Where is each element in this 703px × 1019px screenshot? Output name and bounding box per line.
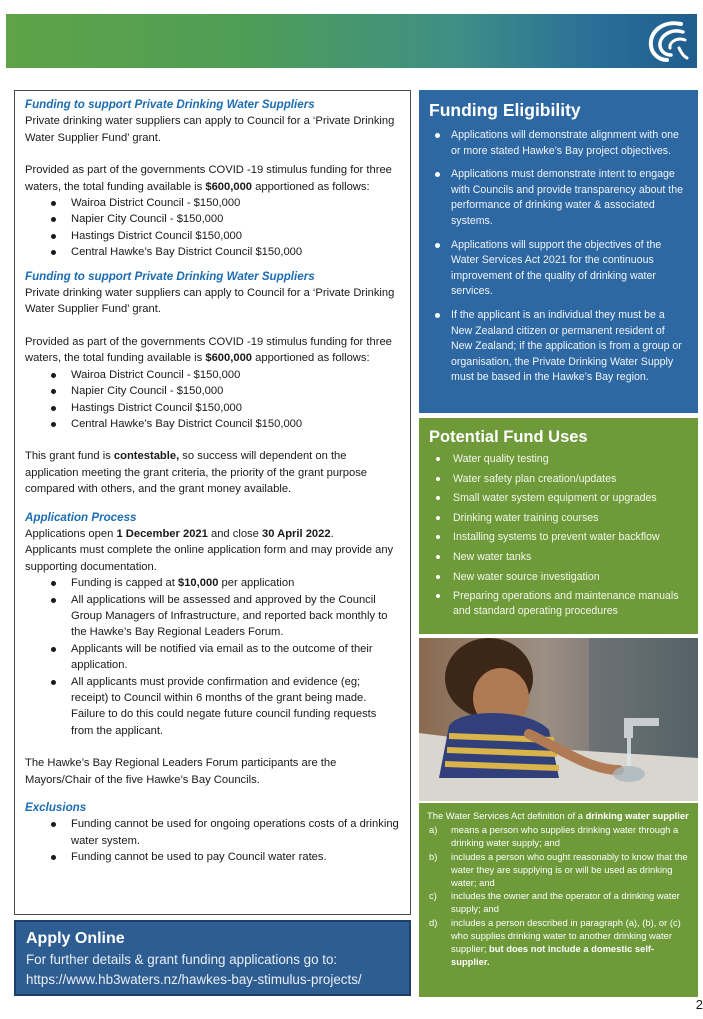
list-item: Wairoa District Council - $150,000: [25, 367, 400, 383]
list-item: New water source investigation: [429, 570, 688, 585]
list-item: c) includes the owner and the operator of a drinking water supply; and: [429, 890, 680, 915]
application-instructions: Applicants must complete the online application form and may provide any supporting documentation.: [25, 544, 394, 573]
list-item: Napier City Council - $150,000: [25, 211, 400, 227]
list-item: Preparing operations and maintenance manuals and standard operating procedures: [429, 589, 688, 619]
list-item: Napier City Council - $150,000: [25, 383, 400, 399]
list-item: a) means a person who supplies drinking water through a drinking water supply; and: [429, 824, 679, 849]
application-process-title: Application Process: [25, 510, 137, 524]
section1-funding-para: Provided as part of the governments COVID -19 stimulus funding for three waters, the total funding available is $600,000 apportioned as follows:: [25, 164, 392, 193]
potential-fund-uses-title: Potential Fund Uses: [429, 428, 588, 446]
page-number: 2: [695, 997, 703, 1012]
list-item: Central Hawke’s Bay District Council $150,000: [25, 244, 400, 260]
exclusions-list: [25, 816, 400, 865]
funding-eligibility-box: [419, 90, 698, 413]
list-item: All applicants must provide confirmation and evidence (eg; receipt) to Council within 6 months of the grant being made. Failure to do this could negate future council funding requests from the applicant.: [25, 674, 400, 740]
fund-uses-list: [429, 452, 688, 619]
section2-intro: Private drinking water suppliers can apply to Council for a ‘Private Drinking Water Supplier Fund’ grant.: [25, 287, 395, 316]
application-dates: Applications open 1 December 2021 and close 30 April 2022.: [25, 527, 334, 540]
section-title-private-suppliers-2: Funding to support Private Drinking Water Suppliers: [25, 269, 315, 283]
child-drinking-from-tap-photo: [419, 638, 698, 801]
contestable-para: This grant fund is contestable, so success will dependent on the application meeting the grant criteria, the priority of the grant purpose compared with others, and the grant money available.: [25, 450, 368, 496]
definition-heading: The Water Services Act definition of a drinking water supplier: [427, 810, 689, 821]
funding-eligibility-title: Funding Eligibility: [429, 100, 581, 120]
forum-para: The Hawke’s Bay Regional Leaders Forum participants are the Mayors/Chair of the five Hawke’s Bay Councils.: [25, 757, 337, 786]
section2-funding-para: Provided as part of the governments COVID -19 stimulus funding for three waters, the total funding available is $600,000 apportioned as follows:: [25, 335, 392, 365]
list-item: Installing systems to prevent water backflow: [429, 530, 688, 545]
list-item: Water quality testing: [429, 452, 688, 467]
section1-council-list: [25, 195, 400, 261]
list-item: Hastings District Council $150,000: [25, 228, 400, 244]
list-item: Water safety plan creation/updates: [429, 472, 688, 487]
list-item: All applications will be assessed and approved by the Council Group Managers of Infrastructure, and reported back monthly to the Hawke’s Bay Regional Leaders Forum.: [25, 592, 400, 641]
list-item: b) includes a person who ought reasonably to know that the water they are supplying is or will be used as drinking water; and: [429, 850, 688, 889]
definition-list: [427, 823, 690, 968]
apply-online-title: Apply Online: [26, 930, 125, 947]
list-item: Wairoa District Council - $150,000: [25, 195, 400, 211]
list-item: Small water system equipment or upgrades: [429, 491, 688, 506]
list-item: New water tanks: [429, 550, 688, 565]
application-list: [25, 575, 400, 739]
list-item: Funding is capped at $10,000 per application: [25, 575, 400, 591]
list-item: Funding cannot be used for ongoing operations costs of a drinking water system.: [25, 816, 400, 849]
list-item: Funding cannot be used to pay Council water rates.: [25, 849, 400, 865]
drinking-water-supplier-definition-box: [419, 803, 698, 997]
eligibility-list: [429, 128, 688, 386]
apply-online-box: [14, 920, 411, 996]
hb3waters-wave-logo-icon: [641, 18, 689, 64]
list-item: Applications must demonstrate intent to engage with Councils and provide transparency about the performance of drinking water & associated systems.: [429, 167, 688, 229]
apply-online-link[interactable]: https://www.hb3waters.nz/hawkes-bay-stimulus-projects/: [26, 972, 362, 987]
exclusions-title: Exclusions: [25, 801, 87, 815]
list-item: d) includes a person described in paragraph (a), (b), or (c) who supplies drinking water to another drinking water supplier; but does not include a domestic self-supplier.: [429, 916, 681, 968]
list-item: Central Hawke’s Bay District Council $150,000: [25, 416, 400, 432]
left-content-box: [14, 90, 411, 915]
potential-fund-uses-box: [419, 418, 698, 634]
header-banner: [6, 14, 697, 68]
list-item: Applicants will be notified via email as to the outcome of their application.: [25, 641, 400, 674]
list-item: Applications will support the objectives of the Water Services Act 2021 for the continuous improvement of the quality of drinking water services.: [429, 238, 688, 300]
list-item: If the applicant is an individual they must be a New Zealand citizen or permanent resident of New Zealand; if the application is from a group or organisation, the Private Drinking Water Supply must be based in the Hawke’s Bay region.: [429, 308, 688, 386]
apply-online-text: For further details & grant funding applications go to:: [26, 952, 338, 967]
list-item: Hastings District Council $150,000: [25, 400, 400, 416]
section-title-private-suppliers-1: Funding to support Private Drinking Water Suppliers: [25, 98, 315, 111]
section1-intro: Private drinking water suppliers can apply to Council for a ‘Private Drinking Water Supplier Fund’ grant.: [25, 115, 395, 144]
section2-council-list: [25, 367, 400, 433]
list-item: Drinking water training courses: [429, 511, 688, 526]
list-item: Applications will demonstrate alignment with one or more stated Hawke’s Bay project objectives.: [429, 128, 688, 159]
